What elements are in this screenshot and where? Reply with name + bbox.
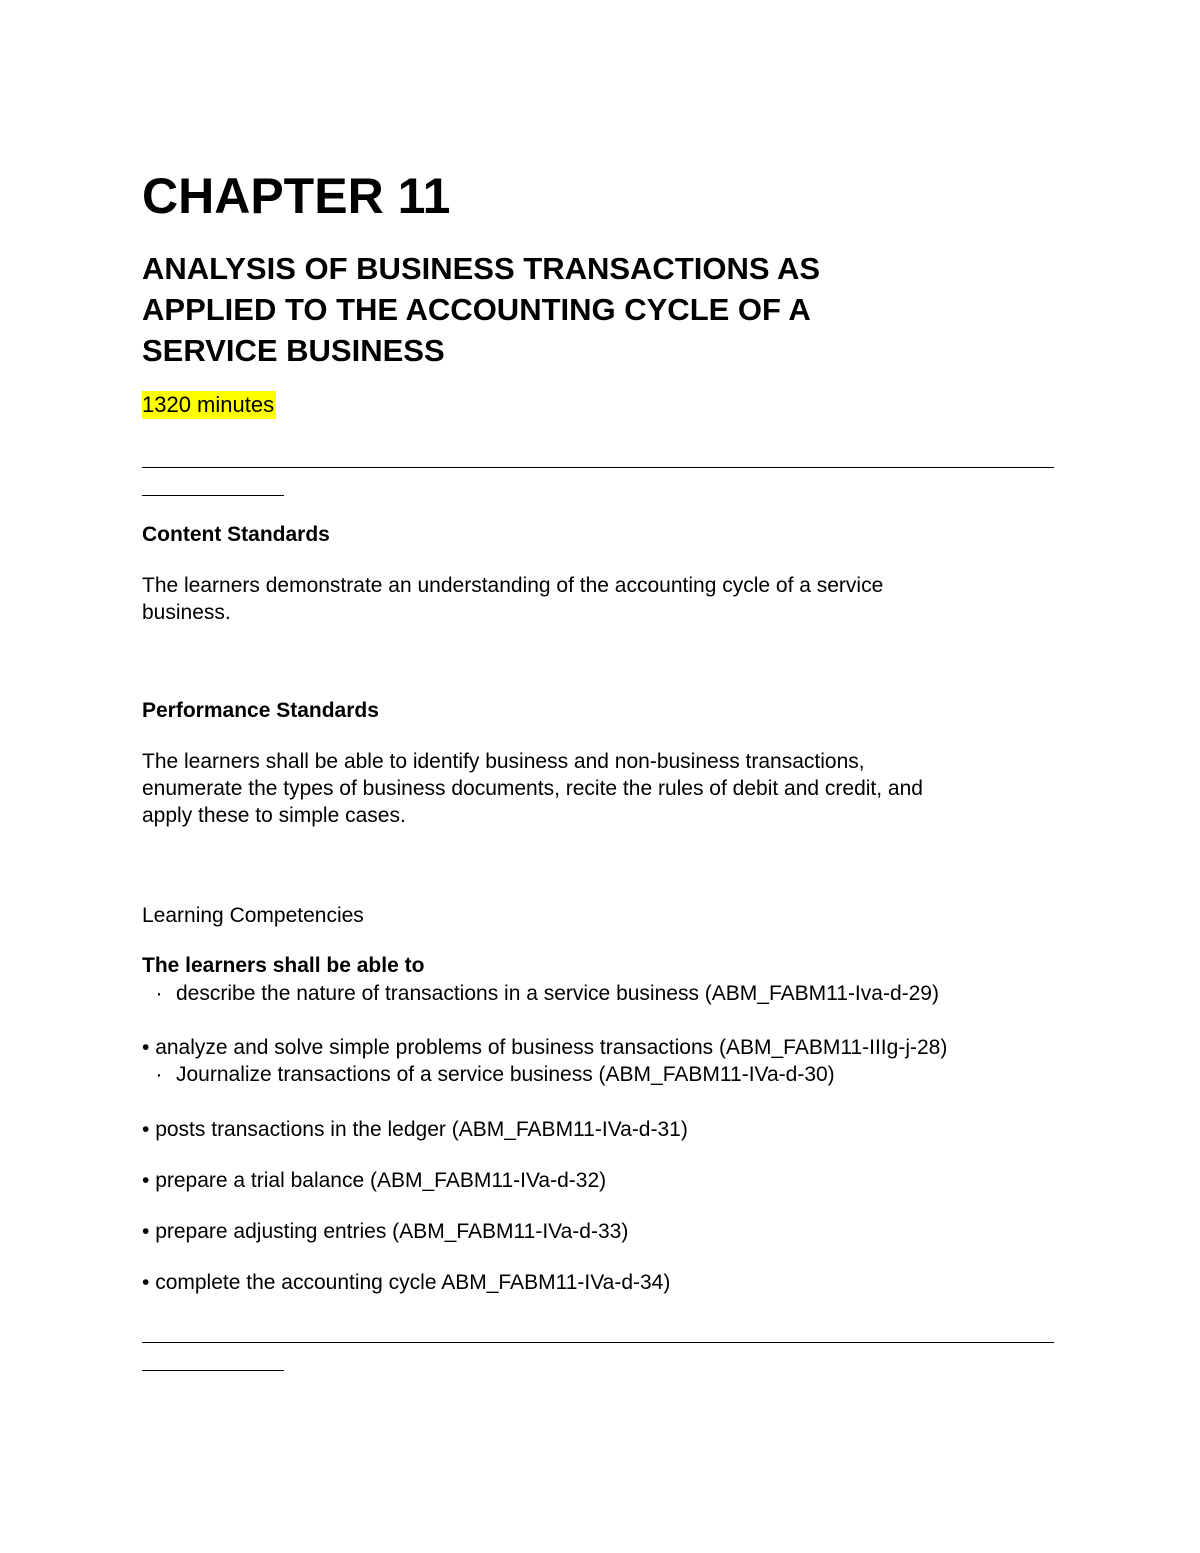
separator-rule xyxy=(142,467,1054,468)
bullet-icon: · xyxy=(155,982,163,1005)
bullet-icon: • xyxy=(142,1169,150,1192)
competency-text: analyze and solve simple problems of business transactions (ABM_FABM11-IIIg-j-28) xyxy=(155,1036,948,1059)
competency-text: posts transactions in the ledger (ABM_FABM11-IVa-d-31) xyxy=(155,1118,688,1141)
duration-highlight: 1320 minutes xyxy=(142,392,275,417)
learning-competencies-intro: The learners shall be able to xyxy=(142,954,425,977)
paragraph-line: business. xyxy=(142,601,231,624)
bullet-icon: · xyxy=(155,1063,163,1086)
chapter-title: CHAPTER 11 xyxy=(142,168,451,224)
paragraph-line: The learners demonstrate an understanding of the accounting cycle of a service xyxy=(142,574,884,597)
competency-item xyxy=(142,1218,628,1245)
performance-standards-text xyxy=(142,748,923,829)
bullet-icon: • xyxy=(142,1220,150,1243)
competency-text: complete the accounting cycle ABM_FABM11-IVa-d-34) xyxy=(155,1271,671,1294)
performance-standards-heading: Performance Standards xyxy=(142,699,379,722)
competency-item xyxy=(142,1116,688,1143)
learning-competencies-heading: Learning Competencies xyxy=(142,904,364,927)
competency-item xyxy=(142,980,939,1007)
competency-item xyxy=(142,1034,947,1061)
subtitle-line: ANALYSIS OF BUSINESS TRANSACTIONS AS xyxy=(142,251,821,286)
competency-item xyxy=(142,1061,835,1088)
separator-rule xyxy=(142,1342,1054,1343)
competency-text: prepare adjusting entries (ABM_FABM11-IVa-d-33) xyxy=(155,1220,629,1243)
subtitle-line: APPLIED TO THE ACCOUNTING CYCLE OF A xyxy=(142,292,811,327)
chapter-subtitle xyxy=(142,248,820,371)
bullet-icon: • xyxy=(142,1118,150,1141)
bullet-icon: • xyxy=(142,1271,150,1294)
competency-text: prepare a trial balance (ABM_FABM11-IVa-d-32) xyxy=(155,1169,607,1192)
separator-rule-tail xyxy=(142,495,284,496)
competency-text: describe the nature of transactions in a service business (ABM_FABM11-Iva-d-29) xyxy=(176,982,939,1005)
paragraph-line: The learners shall be able to identify business and non-business transactions, xyxy=(142,750,865,773)
subtitle-line: SERVICE BUSINESS xyxy=(142,333,445,368)
paragraph-line: enumerate the types of business documents, recite the rules of debit and credit, and xyxy=(142,777,923,800)
competency-item xyxy=(142,1167,606,1194)
bullet-icon: • xyxy=(142,1036,150,1059)
paragraph-line: apply these to simple cases. xyxy=(142,804,406,827)
separator-rule-tail xyxy=(142,1370,284,1371)
content-standards-text xyxy=(142,572,883,626)
competency-text: Journalize transactions of a service business (ABM_FABM11-IVa-d-30) xyxy=(176,1063,835,1086)
competency-item xyxy=(142,1269,670,1296)
content-standards-heading: Content Standards xyxy=(142,523,330,546)
